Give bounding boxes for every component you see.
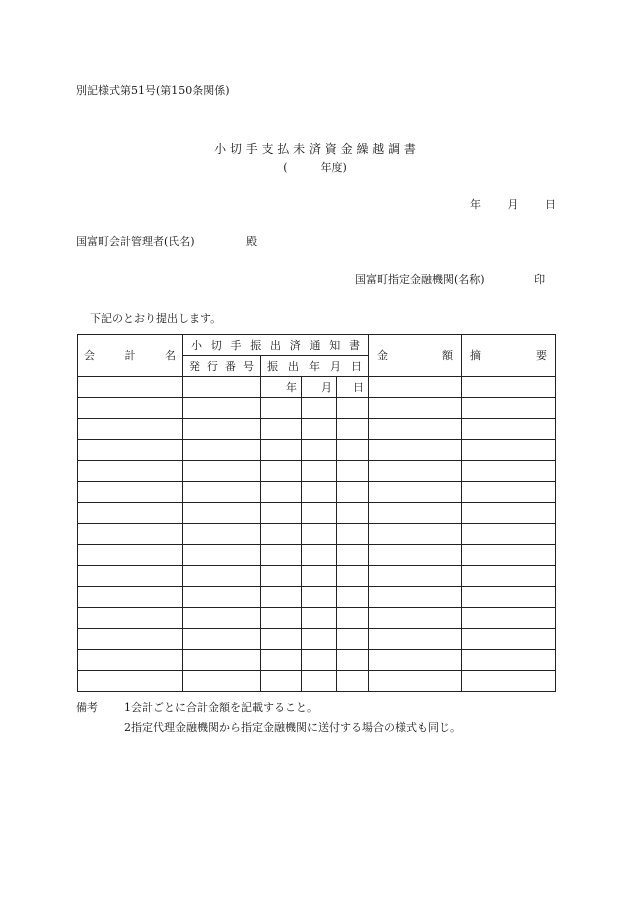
table-row: [78, 419, 556, 440]
date-day-label: 日: [545, 198, 556, 211]
note-item: 1会計ごとに合計金額を記載すること。: [124, 701, 318, 714]
header-remarks: 摘 要: [462, 335, 556, 377]
document-title: 小 切 手 支 払 未 済 資 金 繰 越 調 書: [214, 142, 416, 156]
sender: [355, 274, 545, 285]
date-line: [470, 199, 556, 210]
table-row: [78, 524, 556, 545]
table-row: [78, 377, 556, 398]
addressee-honorific: 殿: [246, 235, 258, 248]
table-row: [78, 629, 556, 650]
table-row: [78, 398, 556, 419]
unit-month: 月: [302, 377, 337, 398]
sender-label: 国富町指定金融機関(名称): [355, 273, 485, 286]
header-notice: 小 切 手 振 出 済 通 知 書: [183, 335, 369, 356]
table-row: [78, 671, 556, 692]
header-row-1: [78, 335, 556, 356]
header-number: 発 行 番 号: [183, 356, 261, 377]
date-year-label: 年: [470, 198, 481, 211]
addressee-label: 国富町会計管理者(氏名): [76, 235, 195, 248]
addressee: [76, 236, 257, 247]
form-label: 別記様式第51号(第150条関係): [76, 84, 230, 97]
carryover-table: [77, 334, 556, 692]
header-account: 会 計 名: [78, 335, 183, 377]
table-row: [78, 503, 556, 524]
table-row: [78, 440, 556, 461]
header-amount: 金 額: [369, 335, 462, 377]
date-month-label: 月: [507, 198, 519, 211]
table-row: [78, 608, 556, 629]
table-row: [78, 461, 556, 482]
note-item: 2指定代理金融機関から指定金融機関に送付する場合の様式も同じ。: [124, 721, 461, 734]
unit-year: 年: [261, 377, 302, 398]
fiscal-year: ( 年度): [283, 161, 347, 174]
intro-text: 下記のとおり提出します。: [90, 312, 222, 325]
unit-day: 日: [337, 377, 369, 398]
table-row: [78, 482, 556, 503]
seal-mark: 印: [534, 273, 546, 286]
table-row: [78, 545, 556, 566]
header-date: 振 出 年 月 日: [261, 356, 369, 377]
table-row: [78, 566, 556, 587]
table-row: [78, 587, 556, 608]
table-row: [78, 650, 556, 671]
notes-label: 備考: [76, 701, 98, 714]
